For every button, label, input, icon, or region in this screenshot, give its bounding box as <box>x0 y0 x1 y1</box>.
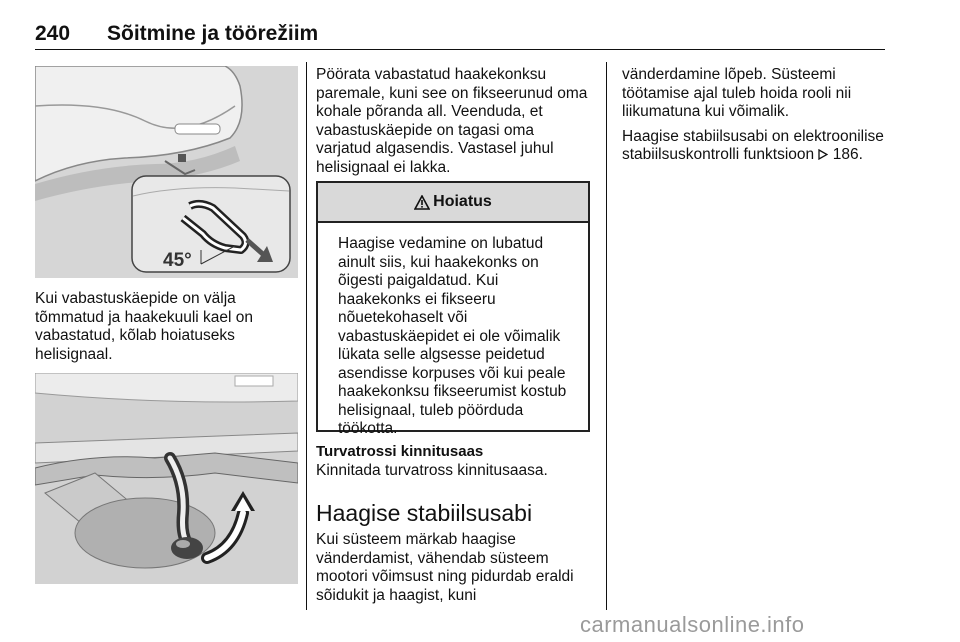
warning-triangle-icon <box>414 195 430 210</box>
column-divider-right <box>606 62 607 610</box>
section-text: Kui süsteem märkab haagise vänderdamist, vähendab süsteem mootori võimsust ning pidurdab eraldi sõidukit ja haagist, kuni <box>316 531 574 604</box>
subheading-safety-cable: Turvatrossi kinnitusaas <box>316 443 484 460</box>
page-header <box>35 22 885 50</box>
column-divider-left <box>306 62 307 610</box>
release-paragraph: Pöörata vabastatud haakekonksu paremale, kuni see on fikseerunud oma kohale põranda all. Veenduda, et vabastuskäepide on tagasi oma varjatud algasendis. Vastasel juhul helisignaal ei lakka. <box>316 66 588 176</box>
figure-caption: Kui vabastuskäepide on välja tõmmatud ja haakekuuli kael on vabastatud, kõlab hoiatuseks helisignaal. <box>35 290 253 363</box>
figure-tow-hitch-underside <box>35 373 298 584</box>
warning-box <box>316 181 590 437</box>
paragraph-continuation: vänderdamine lõpeb. Süsteemi töötamise ajal tuleb hoida rooli nii liikumatuna kui võimalik. <box>622 66 852 120</box>
figure-tow-hitch-rotation <box>35 66 298 278</box>
warning-text: Haagise vedamine on lubatud ainult siis, kui haakekonks on õigesti paigaldatud. Kui haakekonks ei fikseeru nõuetekohaselt või vabastuskäepidet ei ole võimalik lükata selle algsesse peidetud asendisse korpuses või kui peale haakekonksu fikseerumist kostub helisignaal, tuleb pöörduda töökotta. <box>338 235 567 437</box>
chapter-title: Sõitmine ja töörežiim <box>107 22 319 45</box>
safety-cable-text: Kinnitada turvatross kinnitusaasa. <box>316 462 548 479</box>
warning-title: Hoiatus <box>433 193 492 210</box>
section-heading: Haagise stabiilsusabi <box>316 500 533 526</box>
paragraph-stability-function <box>622 128 884 165</box>
stability-function-text: Haagise stabiilsusabi on elektroonilise stabiilsuskontrolli funktsioon <box>622 127 884 163</box>
column-three <box>622 66 884 171</box>
page-reference[interactable]: 186. <box>832 146 863 163</box>
watermark: carmanualsonline.info <box>580 612 805 637</box>
page-number: 240 <box>35 22 71 45</box>
reference-arrow-icon <box>818 149 828 160</box>
header-rule <box>35 49 885 50</box>
warning-header <box>318 183 588 223</box>
angle-label: 45° <box>163 250 192 271</box>
